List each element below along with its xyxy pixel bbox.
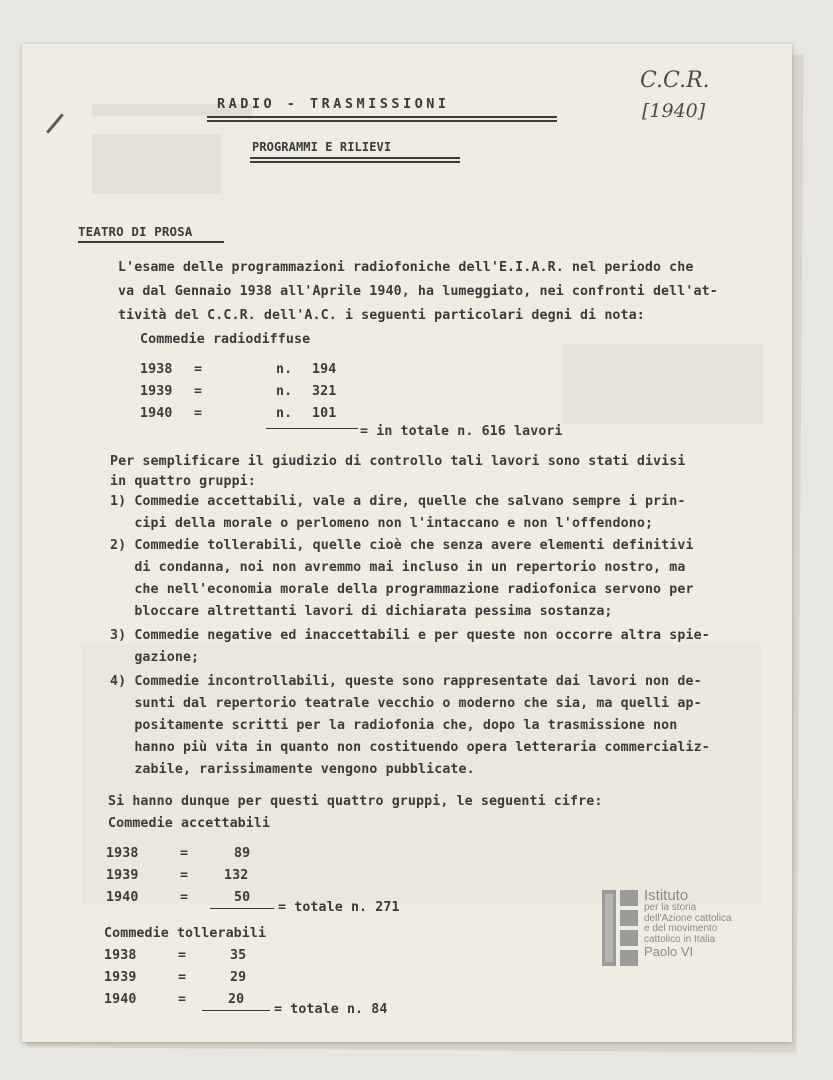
group-line: positamente scritti per la radiofonia che, dopo la trasmissione non [110,718,678,733]
broadcast-value: 194 [312,362,337,377]
isacem-monogram-icon [600,888,640,968]
tolerable-year: 1938 [104,948,137,963]
tolerable-value: 29 [230,970,247,985]
broadcast-year: 1940 [140,406,173,421]
tolerable-eq: = [178,948,187,963]
logo-line: Istituto [644,887,689,904]
group-line: hanno più vita in quanto non costituendo opera letteraria commercializ- [110,740,710,755]
subtitle-underline [250,161,460,163]
figures-intro: Si hanno dunque per questi quattro gruppi, le seguenti cifre: [108,794,603,809]
group-line: gazione; [110,650,200,665]
tolerable-value: 35 [230,948,247,963]
logo-text [644,888,732,958]
accepted-year: 1940 [106,890,139,905]
handwritten-year: [1940] [642,100,706,122]
group-line: che nell'economia morale della programmazione radiofonica servono per [110,582,694,597]
accepted-eq: = [180,868,189,883]
logo-line: e del movimento [644,923,718,934]
sum-line [266,428,358,429]
broadcast-eq: = [194,406,203,421]
logo-line: Paolo VI [644,944,694,959]
institute-logo [600,888,770,968]
group-line: bloccare altrettanti lavori di dichiarata pessima sostanza; [110,604,613,619]
broadcast-total: = in totale n. 616 lavori [360,424,563,439]
accepted-eq: = [180,890,189,905]
broadcast-year: 1939 [140,384,173,399]
subtitle-underline [250,157,460,159]
group-line: sunti dal repertorio teatrale vecchio o moderno che sia, ma quelli ap- [110,696,702,711]
tolerable-eq: = [178,992,187,1007]
group-line: zabile, rarissimamente vengono pubblicate. [110,762,475,777]
group-line: 4) Commedie incontrollabili, queste sono rappresentate dai lavori non de- [110,674,702,689]
accepted-label: Commedie accettabili [108,816,271,831]
accepted-year: 1939 [106,868,139,883]
sum-line [202,1010,270,1011]
broadcast-n: n. [276,362,293,377]
logo-line: cattolico in Italia [644,933,716,945]
accepted-year: 1938 [106,846,139,861]
groups-intro-line: Per semplificare il giudizio di controllo tali lavori sono stati divisi [110,454,686,469]
tolerable-value: 20 [228,992,245,1007]
broadcast-n: n. [276,384,293,399]
handwritten-code: C.C.R. [640,68,710,93]
group-line: di condanna, noi non avremmo mai incluso in un repertorio nostro, ma [110,560,686,575]
broadcast-value: 101 [312,406,337,421]
broadcast-label: Commedie radiodiffuse [140,332,311,347]
logo-line: dell'Azione cattolica [644,912,732,924]
logo-line: per la storia [644,902,697,913]
group-line: cipi della morale o perlomeno non l'intaccano e non l'offendono; [110,516,654,531]
staple-mark [46,113,64,133]
accepted-eq: = [180,846,189,861]
title-underline [207,116,557,118]
tolerable-year: 1939 [104,970,137,985]
section-underline [78,241,224,243]
bleed-through-marks [562,344,762,424]
tolerable-eq: = [178,970,187,985]
sum-line [210,908,274,909]
broadcast-eq: = [194,384,203,399]
accepted-value: 89 [234,846,251,861]
group-line: 1) Commedie accettabili, vale a dire, quelle che salvano sempre i prin- [110,494,686,509]
tolerable-label: Commedie tollerabili [104,926,267,941]
groups-intro-line: in quattro gruppi: [110,474,256,489]
document-title: RADIO - TRASMISSIONI [217,96,450,112]
broadcast-value: 321 [312,384,337,399]
bleed-through-marks [92,134,222,194]
broadcast-eq: = [194,362,203,377]
title-underline [207,120,557,122]
group-line: 3) Commedie negative ed inaccettabili e per queste non occorre altra spie- [110,628,710,643]
broadcast-n: n. [276,406,293,421]
intro-line: L'esame delle programmazioni radiofoniche dell'E.I.A.R. nel periodo che [118,260,694,275]
group-line: 2) Commedie tollerabili, quelle cioè che senza avere elementi definitivi [110,538,694,553]
section-heading: TEATRO DI PROSA [78,224,193,239]
accepted-total: = totale n. 271 [278,900,400,915]
accepted-value: 50 [234,890,251,905]
tolerable-total: = totale n. 84 [274,1002,388,1017]
tolerable-year: 1940 [104,992,137,1007]
document-subtitle: PROGRAMMI E RILIEVI [252,140,392,154]
intro-line: tività del C.C.R. dell'A.C. i seguenti particolari degni di nota: [118,308,645,323]
accepted-value: 132 [224,868,249,883]
broadcast-year: 1938 [140,362,173,377]
intro-line: va dal Gennaio 1938 all'Aprile 1940, ha lumeggiato, nei confronti dell'at- [118,284,718,299]
